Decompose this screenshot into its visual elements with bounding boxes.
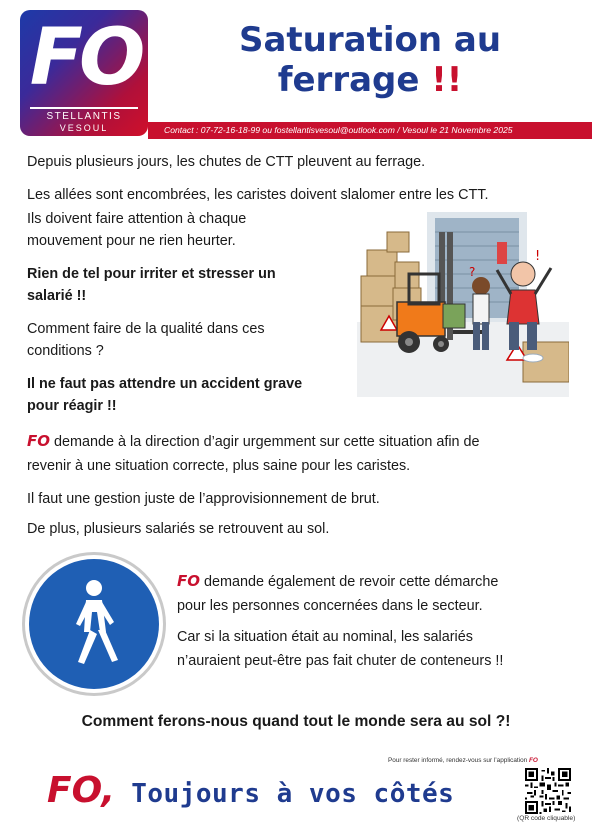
closing-question: Comment ferons-nous quand tout le monde sera au sol ?!: [81, 713, 511, 730]
logo-divider: [30, 107, 138, 109]
paragraph-11a: Car si la situation était au nominal, les salariés: [177, 629, 473, 645]
logo-line1: STELLANTIS: [46, 111, 122, 122]
paragraph-7b: revenir à une situation correcte, plus saine pour les caristes.: [27, 458, 411, 474]
forklift-illustration: [357, 212, 569, 397]
paragraph-5a: Comment faire de la qualité dans ces: [27, 321, 265, 337]
fo-mark-2: FO: [177, 572, 200, 590]
app-invite-fo: FO: [529, 757, 538, 764]
pedestrian-sign-icon: [20, 550, 168, 698]
paragraph-8: Il faut une gestion juste de l’approvisionnement de brut.: [27, 491, 380, 507]
fo-mark: FO: [27, 432, 50, 450]
paragraph-2: Les allées sont encombrées, les caristes doivent slalomer entre les CTT.: [27, 187, 489, 203]
svg-text:?: ?: [469, 265, 476, 279]
paragraph-6a: Il ne faut pas attendre un accident grave: [27, 376, 303, 392]
title-line2a: ferrage: [277, 60, 420, 100]
title-line1: Saturation au: [238, 20, 502, 60]
paragraph-7a-text: demande à la direction d’agir urgemment sur cette situation afin de: [50, 434, 480, 450]
paragraph-3a: Ils doivent faire attention à chaque: [27, 211, 247, 227]
paragraph-5b: conditions ?: [27, 343, 104, 359]
slogan: [47, 770, 454, 811]
paragraph-4b: salarié !!: [27, 288, 87, 304]
app-invite: [388, 757, 538, 764]
svg-text:!: !: [535, 249, 541, 264]
contact-bar[interactable]: Contact : 07-72-16-18-99 ou fostellantisvesoul@outlook.com / Vesoul le 21 Novembre 2025: [148, 122, 592, 139]
paragraph-10b: pour les personnes concernées dans le secteur.: [177, 598, 483, 614]
paragraph-1: Depuis plusieurs jours, les chutes de CTT pleuvent au ferrage.: [27, 154, 426, 170]
title-line2b: !!: [419, 60, 463, 100]
paragraph-11b: n’auraient peut-être pas fait chuter de conteneurs !!: [177, 653, 504, 669]
paragraph-4a: Rien de tel pour irriter et stresser un: [27, 266, 276, 282]
logo-mark: FO: [29, 13, 142, 103]
paragraph-10a: [177, 570, 498, 593]
paragraph-7a: [27, 430, 480, 453]
paragraph-10a-text: demande également de revoir cette démarche: [200, 574, 499, 590]
qr-caption: (QR code cliquable): [517, 815, 576, 822]
fo-logo: [20, 10, 148, 136]
paragraph-6b: pour réagir !!: [27, 398, 117, 414]
logo-line2: VESOUL: [59, 123, 109, 133]
slogan-fo: FO,: [47, 770, 116, 811]
slogan-text: Toujours à vos côtés: [115, 779, 455, 809]
app-invite-text: Pour rester informé, rendez-vous sur l’application: [388, 757, 530, 764]
paragraph-3b: mouvement pour ne rien heurter.: [27, 233, 236, 249]
paragraph-9: De plus, plusieurs salariés se retrouvent au sol.: [27, 521, 330, 537]
qr-code[interactable]: [525, 768, 571, 814]
page-title: [155, 20, 585, 100]
